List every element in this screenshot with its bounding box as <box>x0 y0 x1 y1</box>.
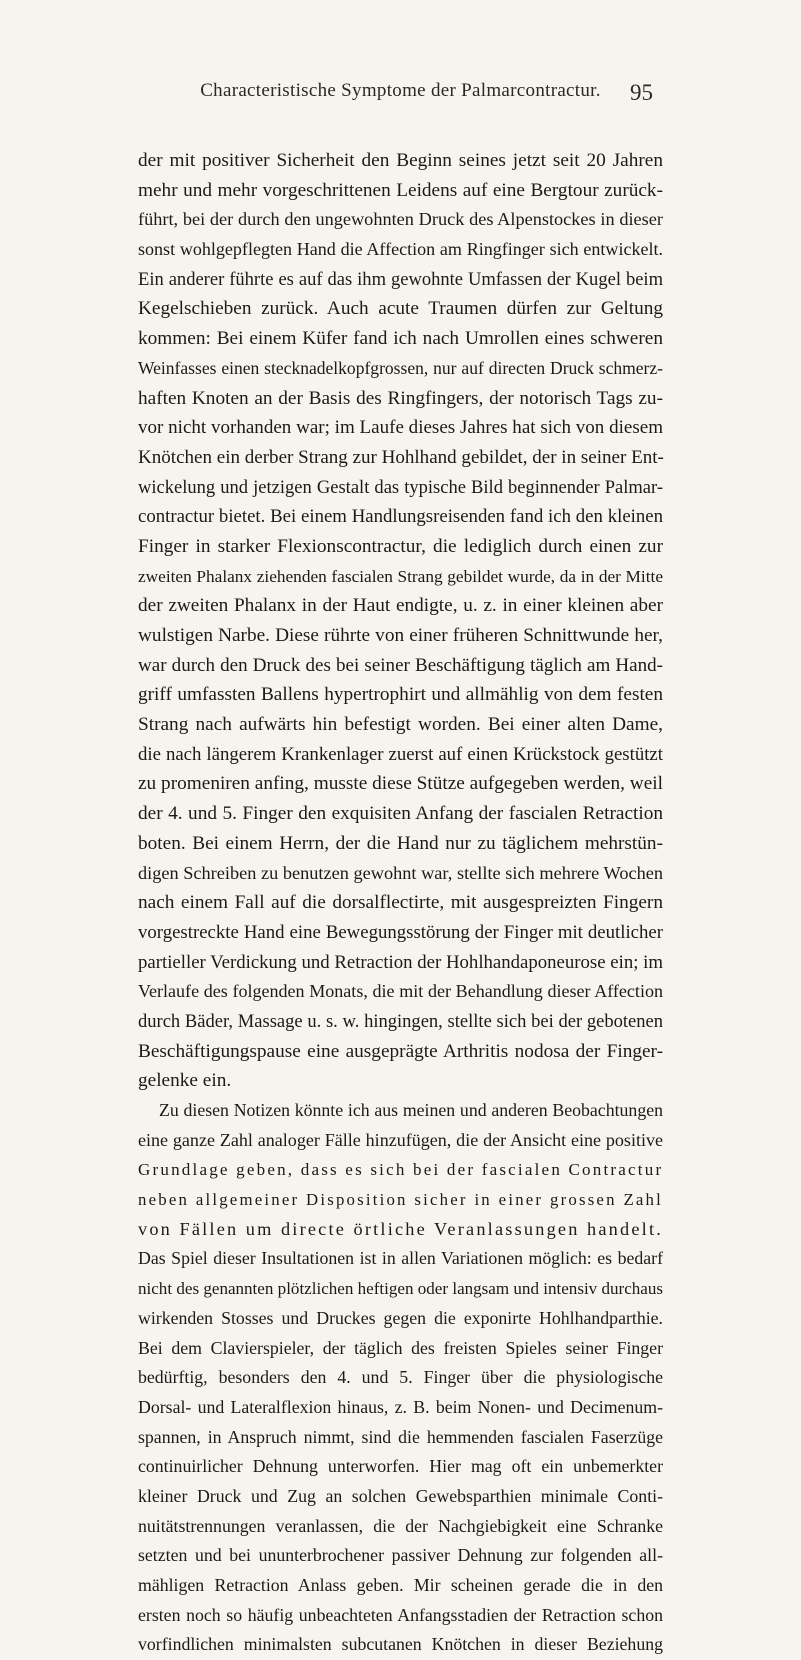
text-line: der 4. und 5. Finger den exquisiten Anfang der fascialen Retraction <box>138 803 663 825</box>
text-line: setzten und bei ununterbrochener passiver Dehnung zur folgenden all- <box>138 1545 663 1566</box>
text-line: kleiner Druck und Zug an solchen Gewebsparthien minimale Conti- <box>138 1485 663 1506</box>
text-line: ersten noch so häufig unbeachteten Anfangsstadien der Retraction schon <box>138 1604 663 1625</box>
text-line: contractur bietet. Bei einem Handlungsreisenden fand ich den kleinen <box>138 506 663 528</box>
text-line: eine ganze Zahl analoger Fälle hinzufügen, die der Ansicht eine positive <box>138 1129 663 1150</box>
text-line: kommen: Bei einem Küfer fand ich nach Umrollen eines schweren <box>138 328 663 350</box>
text-line: Weinfasses einen stecknadelkopfgrossen, nur auf directen Druck schmerz- <box>138 357 663 378</box>
text-line: boten. Bei einem Herrn, der die Hand nur zu täglichem mehrstün- <box>138 832 663 854</box>
text-line: wulstigen Narbe. Diese rührte von einer früheren Schnittwunde her, <box>138 625 663 646</box>
running-title: Characteristische Symptome der Palmarcontractur. <box>200 80 601 101</box>
text-line: haften Knoten an der Basis des Ringfingers, der notorisch Tags zu- <box>138 387 663 409</box>
text-line: griff umfassten Ballens hypertrophirt und allmählig von dem festen <box>138 684 663 706</box>
text-line: Strang nach aufwärts hin befestigt worden. Bei einer alten Dame, <box>138 714 663 736</box>
emphasized-line: von Fällen um directe örtliche Veranlassungen handelt. <box>138 1218 663 1239</box>
text-line: führt, bei der durch den ungewohnten Druck des Alpenstockes in dieser <box>138 209 663 230</box>
text-line: vorfindlichen minimalsten subcutanen Knötchen in dieser Beziehung <box>138 1634 663 1655</box>
text-line: spannen, in Anspruch nimmt, sind die hemmenden fascialen Faserzüge <box>138 1426 663 1447</box>
text-line: mehr und mehr vorgeschrittenen Leidens auf eine Bergtour zurück- <box>138 179 663 201</box>
text-line: partieller Verdickung und Retraction der Hohlhandaponeurose ein; im <box>138 951 663 973</box>
text-line: continuirlicher Dehnung unterworfen. Hier mag oft ein unbemerkter <box>138 1456 663 1477</box>
text-line: nach einem Fall auf die dorsalflectirte, mit ausgespreizten Fingern <box>138 892 663 914</box>
text-line: Verlaufe des folgenden Monats, die mit der Behandlung dieser Affection <box>138 981 663 1002</box>
text-line: Beschäftigungspause eine ausgeprägte Arthritis nodosa der Finger- <box>138 1040 663 1062</box>
text-line: der mit positiver Sicherheit den Beginn seines jetzt seit 20 Jahren <box>138 150 663 171</box>
emphasized-line: neben allgemeiner Disposition sicher in einer grossen Zahl <box>138 1190 663 1210</box>
text-line: nuitätstrennungen veranlassen, die der Nachgiebigkeit eine Schranke <box>138 1515 663 1536</box>
text-line: Bei dem Clavierspieler, der täglich des freisten Spieles seiner Finger <box>138 1337 663 1358</box>
text-line: Knötchen ein derber Strang zur Hohlhand gebildet, der in seiner Ent- <box>138 446 664 468</box>
text-line: durch Bäder, Massage u. s. w. hingingen, stellte sich bei der gebotenen <box>138 1010 663 1032</box>
text-line: vor nicht vorhanden war; im Laufe dieses Jahres hat sich von diesem <box>138 417 663 439</box>
text-line: Ein anderer führte es auf das ihm gewohnte Umfassen der Kugel beim <box>138 268 663 290</box>
text-line: bedürftig, besonders den 4. und 5. Finger über die physiologische <box>138 1367 663 1388</box>
page-header <box>0 80 801 110</box>
text-line: gelenke ein. <box>138 1070 232 1092</box>
text-line: Kegelschieben zurück. Auch acute Traumen dürfen zur Geltung <box>138 298 663 320</box>
text-line: Zu diesen Notizen könnte ich aus meinen und anderen Beobachtungen <box>159 1100 663 1120</box>
text-line: wirkenden Stosses und Druckes gegen die exponirte Hohlhandparthie. <box>138 1307 663 1328</box>
text-line: sonst wohlgepflegten Hand die Affection am Ringfinger sich entwickelt. <box>138 239 663 260</box>
text-line: Finger in starker Flexionscontractur, die lediglich durch einen zur <box>138 535 663 557</box>
text-line: vorgestreckte Hand eine Bewegungsstörung der Finger mit deutlicher <box>138 921 663 943</box>
text-line: war durch den Druck des bei seiner Beschäftigung täglich am Hand- <box>138 654 663 676</box>
emphasized-line: Grundlage geben, dass es sich bei der fascialen Contractur <box>138 1160 664 1180</box>
text-line: Das Spiel dieser Insultationen ist in allen Variationen möglich: es bedarf <box>138 1248 663 1269</box>
text-line: zweiten Phalanx ziehenden fascialen Strang gebildet wurde, da in der Mitte <box>138 566 663 586</box>
text-line: zu promeniren anfing, musste diese Stütze aufgegeben werden, weil <box>138 773 663 795</box>
body-text <box>138 146 663 1660</box>
text-line: der zweiten Phalanx in der Haut endigte, u. z. in einer kleinen aber <box>138 595 663 617</box>
page-number: 95 <box>630 80 653 105</box>
text-line: mähligen Retraction Anlass geben. Mir scheinen gerade die in den <box>138 1575 663 1595</box>
text-line: wickelung und jetzigen Gestalt das typische Bild beginnender Palmar- <box>138 476 663 498</box>
text-line: nicht des genannten plötzlichen heftigen oder langsam und intensiv durchaus <box>138 1279 663 1299</box>
text-line: Dorsal- und Lateralflexion hinaus, z. B. beim Nonen- und Decimenum- <box>138 1396 663 1417</box>
text-line: digen Schreiben zu benutzen gewohnt war, stellte sich mehrere Wochen <box>138 862 663 883</box>
text-line: die nach längerem Krankenlager zuerst auf einen Krückstock gestützt <box>138 743 663 765</box>
